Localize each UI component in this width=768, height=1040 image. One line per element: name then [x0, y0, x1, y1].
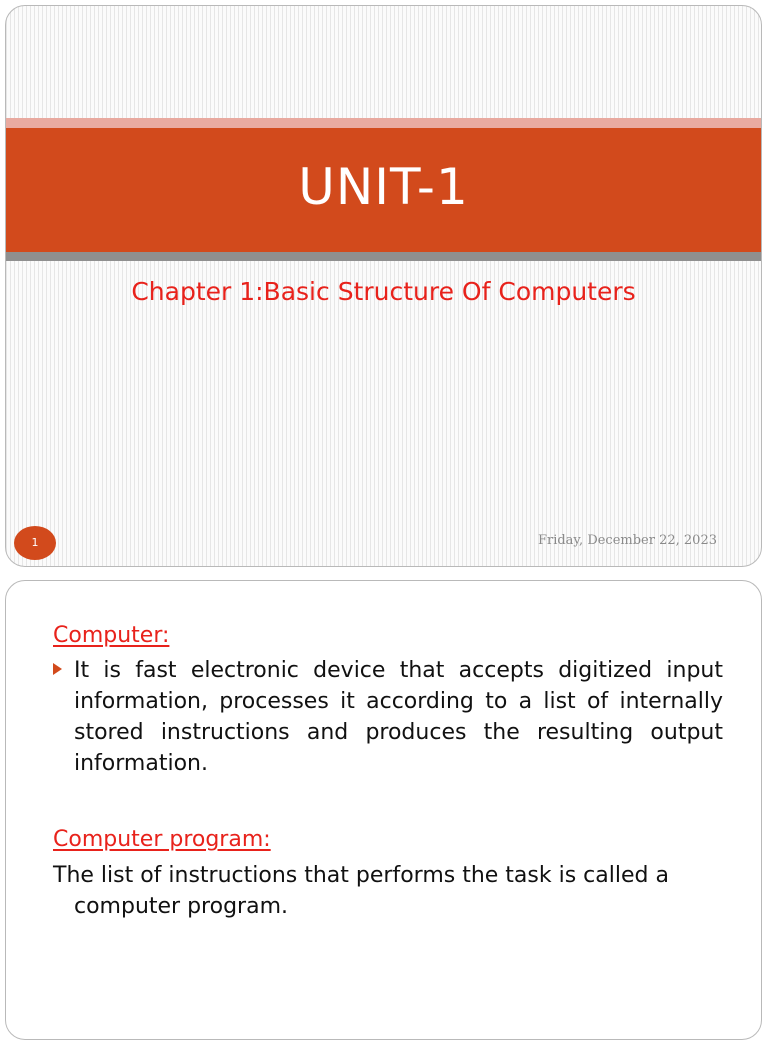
computer-program-heading: Computer program:: [53, 827, 271, 852]
title-slide: [5, 5, 762, 567]
computer-definition: It is fast electronic device that accepts digitized input information, processes it according to a list of internally stored instructions and produces the resulting output information.: [74, 658, 723, 776]
list-item: [53, 655, 723, 779]
computer-program-definition: The list of instructions that performs the task is called a computer program.: [53, 863, 669, 919]
slide-date: Friday, December 22, 2023: [537, 533, 717, 548]
title-band-bottom: [6, 252, 761, 261]
slide-title: UNIT-1: [298, 158, 469, 216]
page-number-badge: 1: [14, 526, 56, 560]
content-slide: [5, 580, 762, 1040]
chapter-subtitle: Chapter 1:Basic Structure Of Computers: [131, 277, 636, 306]
computer-heading: Computer:: [53, 623, 170, 648]
title-band-top: [6, 118, 761, 128]
arrowhead-bullet-icon: [53, 663, 62, 675]
